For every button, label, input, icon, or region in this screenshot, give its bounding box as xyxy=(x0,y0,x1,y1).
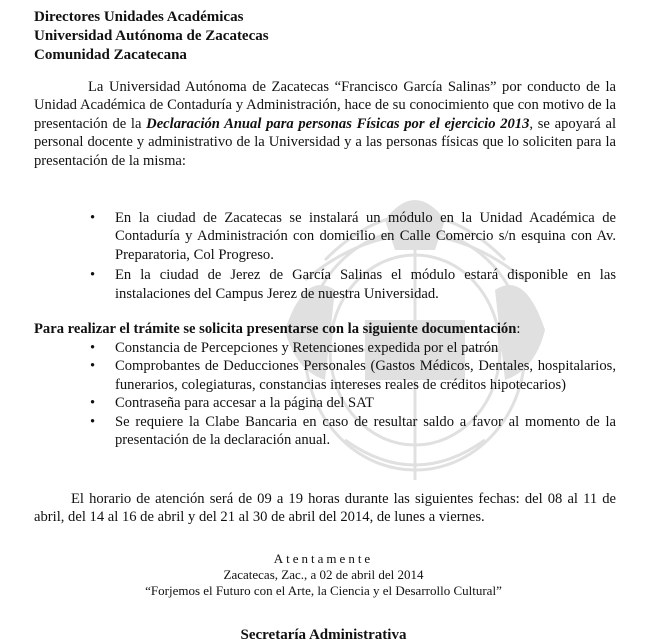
list-item-text: En la ciudad de Jerez de García Salinas el módulo estará disponible en las instalaciones del Campus Jerez de nuestra Universidad. xyxy=(115,267,616,302)
list-item xyxy=(90,394,616,412)
list-item xyxy=(90,339,616,357)
list-item-text: Contraseña para accesar a la página del SAT xyxy=(115,395,374,412)
bullet-icon: • xyxy=(90,267,96,284)
bullet-icon: • xyxy=(90,358,96,375)
requirements-heading-text: Para realizar el trámite se solicita presentarse con la siguiente documentación xyxy=(34,321,517,337)
list-item-text: Se requiere la Clabe Bancaria en caso de resultar saldo a favor al momento de la presentación de la declaración anual. xyxy=(115,413,616,449)
closing-motto: “Forjemos el Futuro con el Arte, la Ciencia y el Desarrollo Cultural” xyxy=(145,583,502,598)
bullet-icon: • xyxy=(90,395,96,412)
list-item xyxy=(90,413,616,450)
intro-paragraph xyxy=(34,78,616,170)
requirements-list xyxy=(90,339,616,449)
addressee-line: Universidad Autónoma de Zacatecas xyxy=(34,28,269,44)
closing-place-date: Zacatecas, Zac., a 02 de abril del 2014 xyxy=(223,567,424,582)
list-item-text: Constancia de Percepciones y Retenciones expedida por el patrón xyxy=(115,340,499,356)
bullet-icon: • xyxy=(90,210,96,226)
intro-text: , se apoyará al personal docente y administrativo de la Universidad y a las personas físicas que lo soliciten para la presentación de la misma: xyxy=(34,115,617,169)
addressee-line: Directores Unidades Académicas xyxy=(34,9,244,25)
addressee-block xyxy=(34,8,269,65)
closing-salutation xyxy=(0,551,647,567)
location-list xyxy=(90,209,616,303)
schedule-paragraph: El horario de atención será de 09 a 19 horas durante las siguientes fechas: del 08 al 11 de abril, del 14 al 16 de abril y del 21 al 30 de abril del 2014, de lunes a viernes. xyxy=(34,491,616,526)
signature-line: Secretaría Administrativa xyxy=(240,627,407,643)
addressee-line: Comunidad Zacatecana xyxy=(34,47,187,63)
requirements-heading xyxy=(34,320,520,338)
list-item xyxy=(90,357,616,394)
list-item xyxy=(90,266,616,303)
intro-text: La Universidad Autónoma de Zacatecas “Francisco García Salinas” por conducto de la Unidad Académica de Contaduría y Administración, hace de su conocimiento que con motivo de la presentación de la xyxy=(34,79,616,132)
bullet-icon: • xyxy=(90,340,96,356)
list-item xyxy=(90,209,616,264)
bullet-icon: • xyxy=(90,413,96,430)
list-item-text: Comprobantes de Deducciones Personales (Gastos Médicos, Dentales, hospitalarios, funerarios, colegiaturas, constancias intereses reales de créditos hipotecarios) xyxy=(115,358,616,393)
salutation-text: Atentamente xyxy=(273,551,374,566)
list-item-text: En la ciudad de Zacatecas se instalará un módulo en la Unidad Académica de Contaduría y Administración con domicilio en Calle Comercio s/n esquina con Av. Preparatoria, Col Progreso. xyxy=(115,210,616,263)
requirements-heading-colon: : xyxy=(516,321,521,337)
intro-emphasis: Declaración Anual para personas Físicas por el ejercicio 2013 xyxy=(146,115,530,132)
